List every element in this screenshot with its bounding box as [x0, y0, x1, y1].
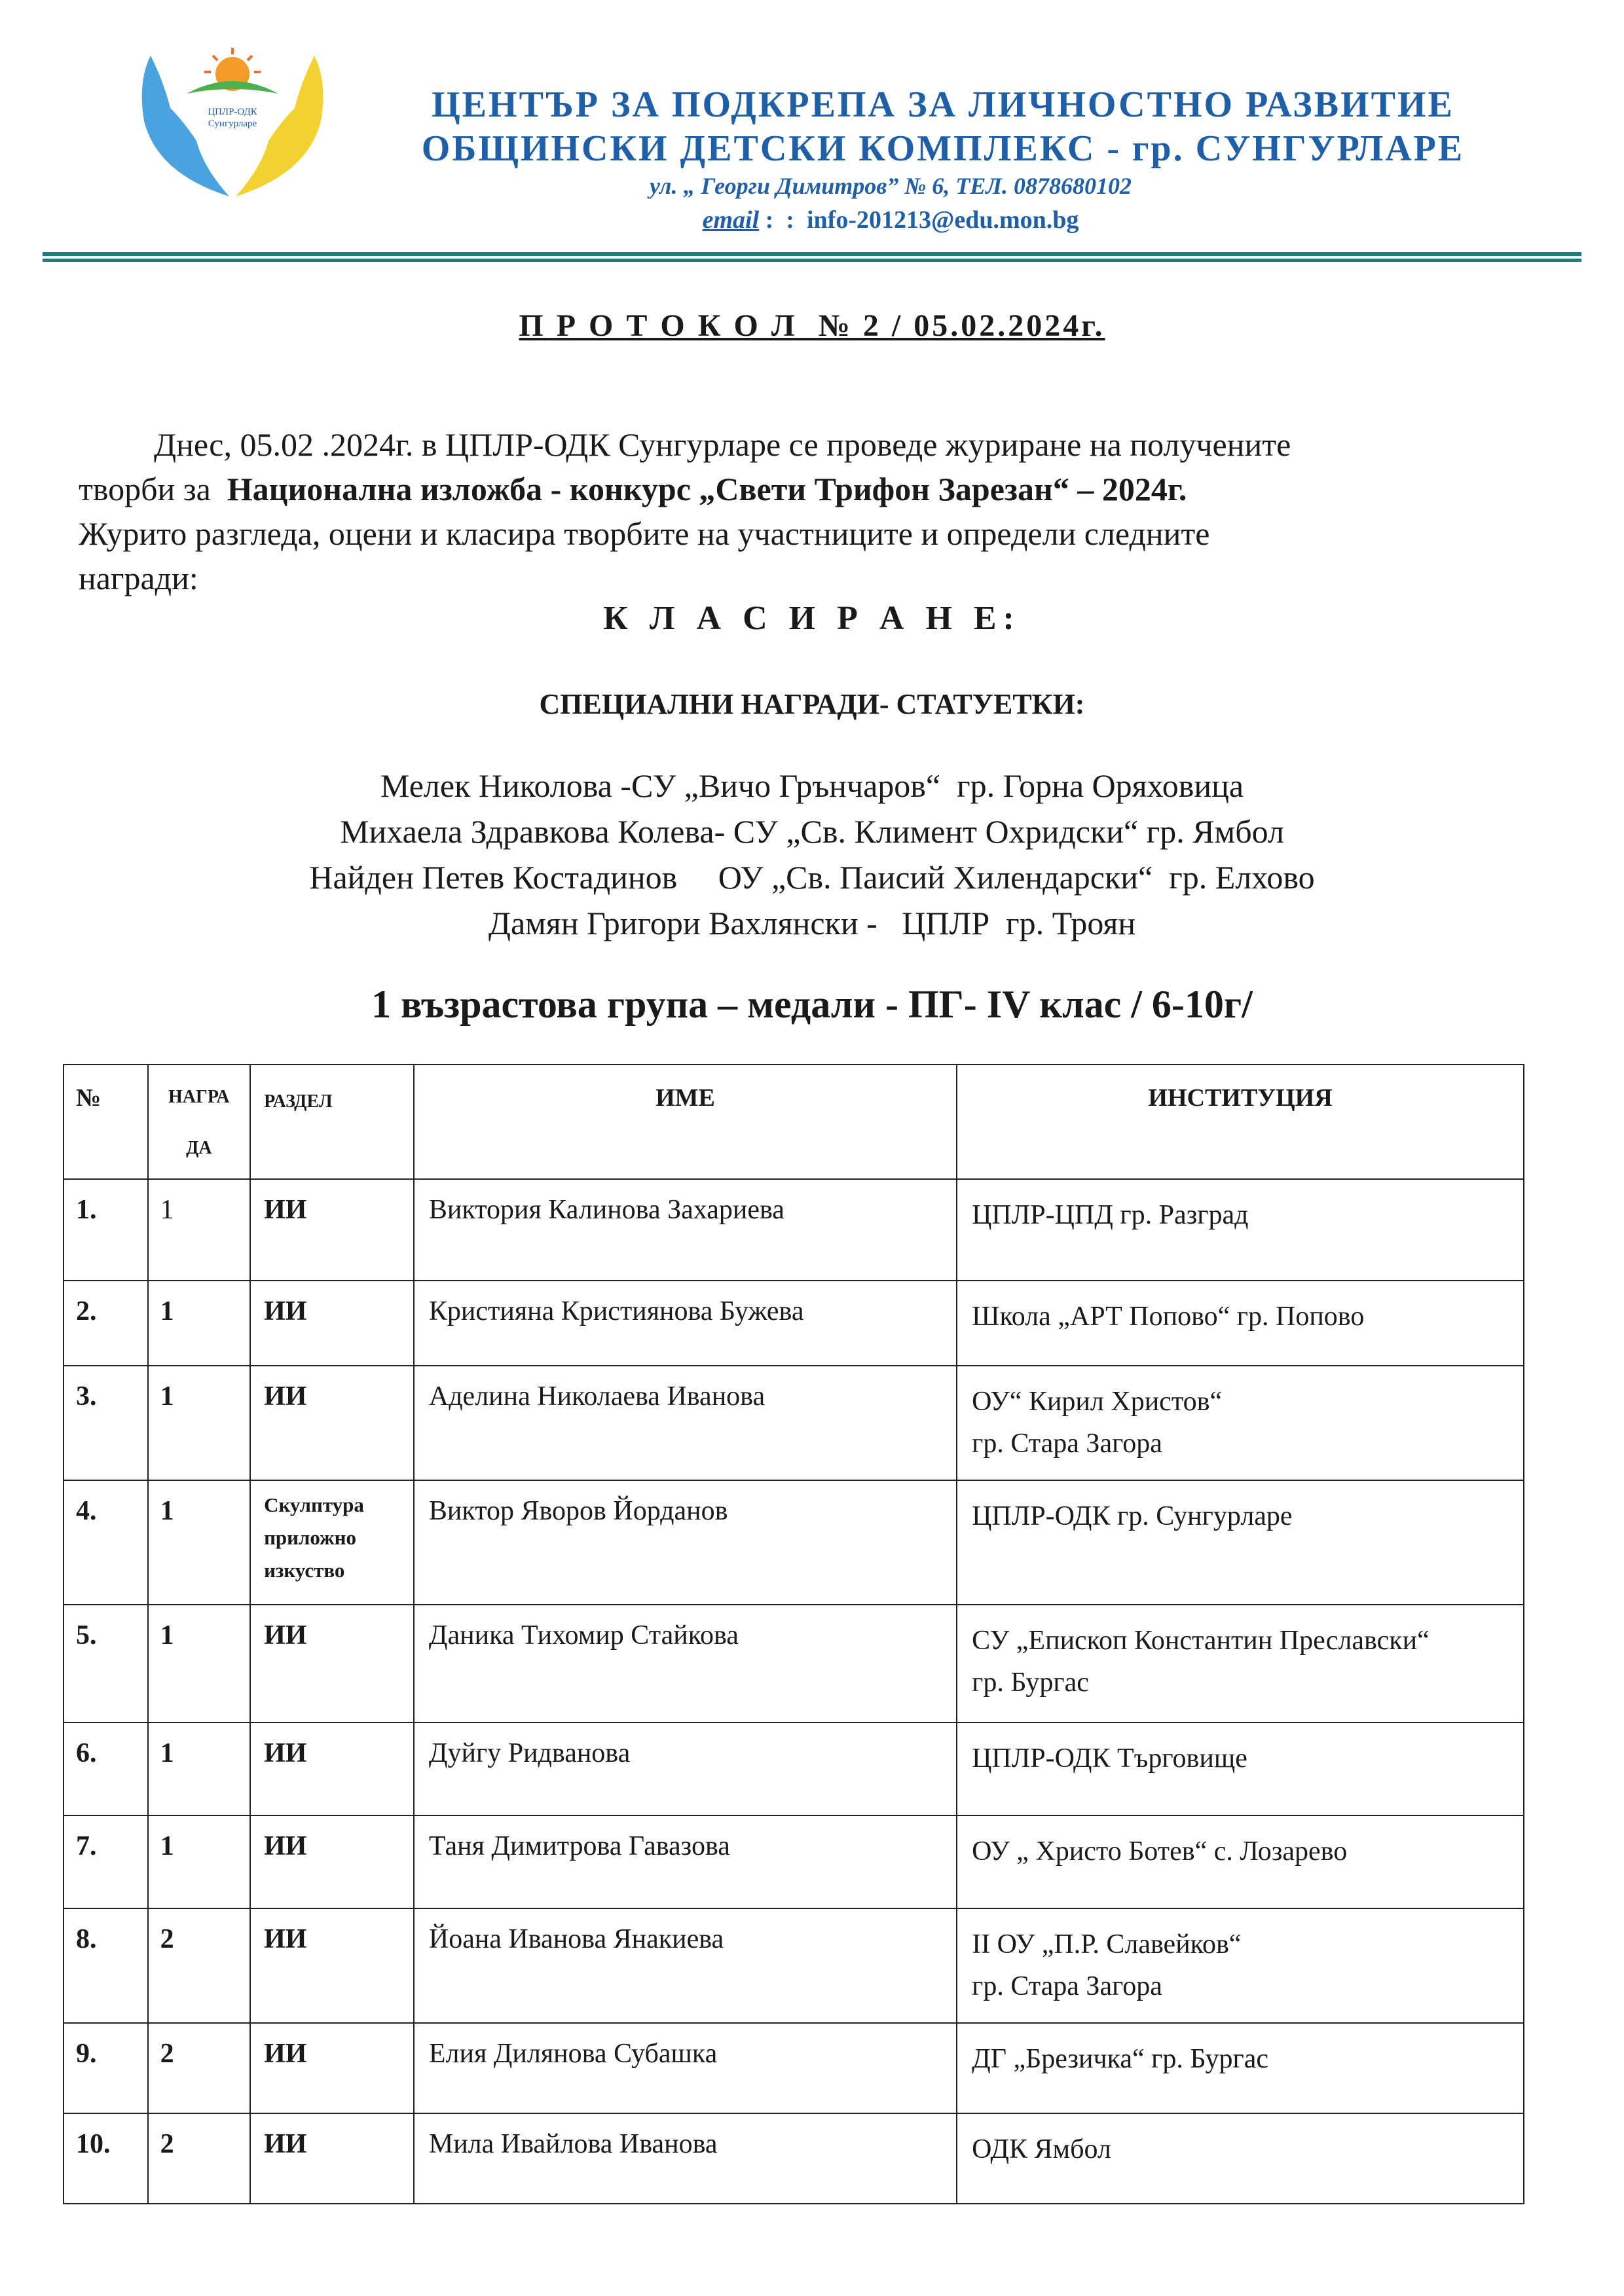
row-institution: ОУ „ Христо Ботев“ с. Лозарево	[957, 1815, 1524, 1908]
table-row	[64, 1815, 1524, 1908]
table-row	[64, 1366, 1524, 1480]
row-section: Скулптура приложно изкуство	[250, 1480, 414, 1605]
results-table	[63, 1064, 1524, 2204]
table-row	[64, 1605, 1524, 1722]
contest-name: Национална изложба - конкурс „Свети Трифон Зарезан“ – 2024г.	[227, 471, 1187, 507]
row-section: ИИ	[250, 1179, 414, 1281]
row-number: 7.	[64, 1815, 148, 1908]
row-institution: II ОУ „П.Р. Славейков“ гр. Стара Загора	[957, 1908, 1524, 2023]
row-institution: Школа „АРТ Попово“ гр. Попово	[957, 1281, 1524, 1366]
org-address: ул. „ Георги Димитров” № 6, ТЕЛ. 0878680102	[650, 173, 1132, 199]
row-award: 2	[148, 2023, 250, 2113]
intro-line-4: награди:	[79, 560, 198, 596]
row-award: 2	[148, 2113, 250, 2204]
organization-logo	[124, 43, 341, 213]
email-label: email	[702, 206, 760, 234]
row-award: 1	[148, 1815, 250, 1908]
age-group-heading: 1 възрастова група – медали - ПГ- IV клас / 6-10г/	[371, 983, 1253, 1026]
row-number: 9.	[64, 2023, 148, 2113]
row-award: 1	[148, 1366, 250, 1480]
row-number: 8.	[64, 1908, 148, 2023]
table-row	[64, 2023, 1524, 2113]
table-row	[64, 1281, 1524, 1366]
row-award: 1	[148, 1281, 250, 1366]
org-email-line	[458, 206, 1323, 234]
col-header-number: №	[64, 1065, 148, 1179]
svg-text:ЦПЛР-ОДК: ЦПЛР-ОДК	[208, 107, 257, 117]
col-header-award: НАГРА ДА	[148, 1065, 250, 1179]
special-award-item: Мелек Николова -СУ „Вичо Грънчаров“ гр. Горна Оряховица	[380, 767, 1244, 804]
row-section: ИИ	[250, 1605, 414, 1722]
table-row	[64, 1908, 1524, 2023]
intro-line-3: Журито разгледа, оцени и класира творбите на участниците и определи следните	[79, 515, 1210, 552]
intro-line-2: творби за Национална изложба - конкурс „Свети Трифон Зарезан“ – 2024г.	[79, 471, 1187, 507]
row-number: 6.	[64, 1722, 148, 1815]
special-award-item: Дамян Григори Вахлянски - ЦПЛР гр. Троян	[488, 905, 1136, 941]
intro-line-1: Днес, 05.02 .2024г. в ЦПЛР-ОДК Сунгурларе се проведе журиране на получените	[154, 426, 1291, 463]
row-name: Даника Тихомир Стайкова	[414, 1605, 957, 1722]
table-header-row	[64, 1065, 1524, 1179]
row-institution: ОУ“ Кирил Христов“ гр. Стара Загора	[957, 1366, 1524, 1480]
row-name: Елия Дилянова Субашка	[414, 2023, 957, 2113]
special-awards-list	[0, 763, 1624, 946]
row-number: 1.	[64, 1179, 148, 1281]
ranking-heading: К Л А С И Р А Н Е:	[603, 600, 1021, 637]
org-name-line2: ОБЩИНСКИ ДЕТСКИ КОМПЛЕКС - гр. СУНГУРЛАРЕ	[421, 128, 1465, 169]
table-row	[64, 1722, 1524, 1815]
email-address: info-201213@edu.mon.bg	[806, 206, 1079, 234]
row-award: 1	[148, 1480, 250, 1605]
row-name: Кристияна Кристиянова Бужева	[414, 1281, 957, 1366]
row-number: 3.	[64, 1366, 148, 1480]
header-divider	[43, 252, 1581, 264]
intro-paragraph	[79, 422, 1539, 600]
row-section: ИИ	[250, 2023, 414, 2113]
org-name-line1: ЦЕНТЪР ЗА ПОДКРЕПА ЗА ЛИЧНОСТНО РАЗВИТИЕ	[432, 84, 1454, 125]
row-section: ИИ	[250, 1722, 414, 1815]
row-section: ИИ	[250, 1908, 414, 2023]
row-section: ИИ	[250, 2113, 414, 2204]
row-name: Таня Димитрова Гавазова	[414, 1815, 957, 1908]
row-award: 2	[148, 1908, 250, 2023]
table-row	[64, 1480, 1524, 1605]
row-number: 4.	[64, 1480, 148, 1605]
row-name: Аделина Николаева Иванова	[414, 1366, 957, 1480]
svg-text:Сунгурларе: Сунгурларе	[208, 118, 257, 129]
row-institution: ЦПЛР-ОДК Търговище	[957, 1722, 1524, 1815]
col-header-section: РАЗДЕЛ	[250, 1065, 414, 1179]
protocol-title: П Р О Т О К О Л № 2 / 05.02.2024г.	[519, 308, 1105, 343]
col-header-name: ИМЕ	[414, 1065, 957, 1179]
email-separator: : :	[759, 206, 807, 234]
row-institution: ДГ „Брезичка“ гр. Бургас	[957, 2023, 1524, 2113]
row-name: Мила Ивайлова Иванова	[414, 2113, 957, 2204]
row-institution: ОДК Ямбол	[957, 2113, 1524, 2204]
table-row	[64, 1179, 1524, 1281]
col-header-institution: ИНСТИТУЦИЯ	[957, 1065, 1524, 1179]
table-row	[64, 2113, 1524, 2204]
row-name: Йоана Иванова Янакиева	[414, 1908, 957, 2023]
special-award-item: Найден Петев Костадинов ОУ „Св. Паисий Хилендарски“ гр. Елхово	[309, 859, 1315, 896]
row-section: ИИ	[250, 1815, 414, 1908]
hands-sun-logo-icon	[124, 43, 341, 213]
row-number: 5.	[64, 1605, 148, 1722]
row-institution: СУ „Епископ Константин Преславски“ гр. Бургас	[957, 1605, 1524, 1722]
row-name: Виктория Калинова Захариева	[414, 1179, 957, 1281]
row-name: Дуйгу Ридванова	[414, 1722, 957, 1815]
row-award: 1	[148, 1179, 250, 1281]
row-number: 10.	[64, 2113, 148, 2204]
special-awards-heading: СПЕЦИАЛНИ НАГРАДИ- СТАТУЕТКИ:	[539, 688, 1085, 720]
row-section: ИИ	[250, 1366, 414, 1480]
row-institution: ЦПЛР-ЦПД гр. Разград	[957, 1179, 1524, 1281]
row-name: Виктор Яворов Йорданов	[414, 1480, 957, 1605]
row-award: 1	[148, 1722, 250, 1815]
special-award-item: Михаела Здравкова Колева- СУ „Св. Климент Охридски“ гр. Ямбол	[340, 813, 1284, 850]
row-number: 2.	[64, 1281, 148, 1366]
row-institution: ЦПЛР-ОДК гр. Сунгурларе	[957, 1480, 1524, 1605]
row-award: 1	[148, 1605, 250, 1722]
row-section: ИИ	[250, 1281, 414, 1366]
